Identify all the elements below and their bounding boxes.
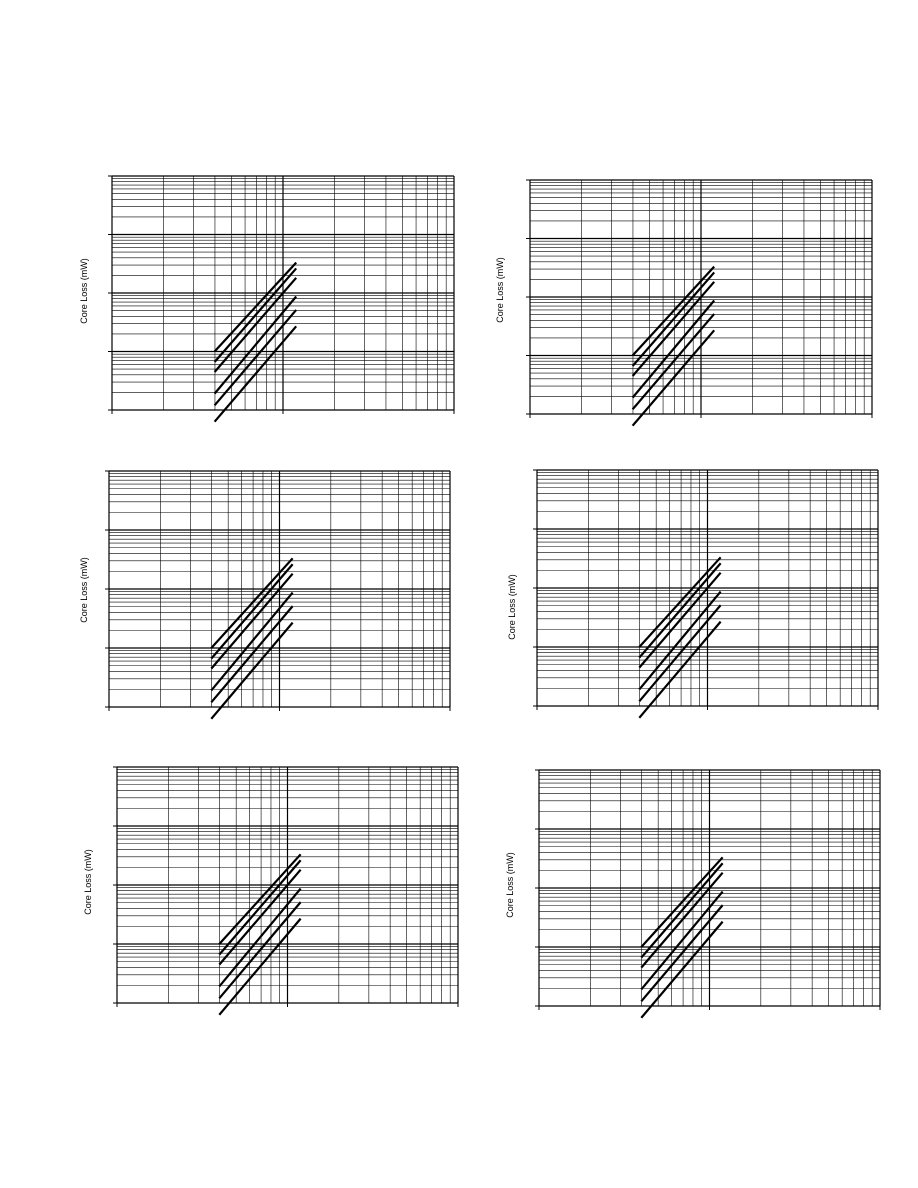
series-line-2: [219, 860, 300, 954]
chart-6-plot: [539, 770, 880, 1006]
series-line-1: [641, 857, 722, 947]
chart-panel-5: [83, 767, 458, 1003]
series-line-4: [633, 301, 715, 398]
series-line-4: [215, 297, 297, 394]
y-axis-label: Core Loss (mW): [83, 849, 93, 915]
series-line-1: [215, 263, 297, 352]
series-line-1: [639, 557, 720, 647]
series-line-4: [641, 892, 722, 990]
chart-4-plot: [537, 470, 878, 706]
series-line-6: [219, 919, 300, 1015]
series-line-1: [633, 267, 715, 356]
series-line-1: [211, 558, 292, 648]
chart-5-plot: [117, 767, 458, 1003]
series-line-6: [211, 623, 292, 719]
chart-panel-6: [505, 770, 880, 1006]
chart-panel-4: [507, 470, 878, 706]
y-axis-label: Core Loss (mW): [79, 258, 89, 324]
chart-panel-1: [79, 176, 454, 410]
chart-panel-2: [495, 180, 872, 414]
series-line-2: [211, 564, 292, 658]
series-line-4: [639, 592, 720, 690]
chart-3-plot: [109, 471, 450, 707]
series-line-2: [641, 863, 722, 957]
y-axis-label: Core Loss (mW): [507, 574, 517, 640]
y-axis-label: Core Loss (mW): [505, 852, 515, 918]
series-line-6: [641, 922, 722, 1018]
series-line-2: [633, 272, 715, 366]
series-line-2: [639, 563, 720, 657]
chart-1-plot: [112, 176, 454, 410]
series-line-6: [639, 622, 720, 718]
series-line-1: [219, 854, 300, 944]
series-line-6: [633, 330, 715, 425]
y-axis-label: Core Loss (mW): [79, 557, 89, 623]
chart-panel-3: [79, 471, 450, 707]
y-axis-label: Core Loss (mW): [495, 257, 505, 323]
series-line-4: [211, 593, 292, 691]
series-line-2: [215, 268, 297, 362]
series-line-6: [215, 326, 297, 421]
series-line-4: [219, 889, 300, 987]
chart-2-plot: [530, 180, 872, 414]
